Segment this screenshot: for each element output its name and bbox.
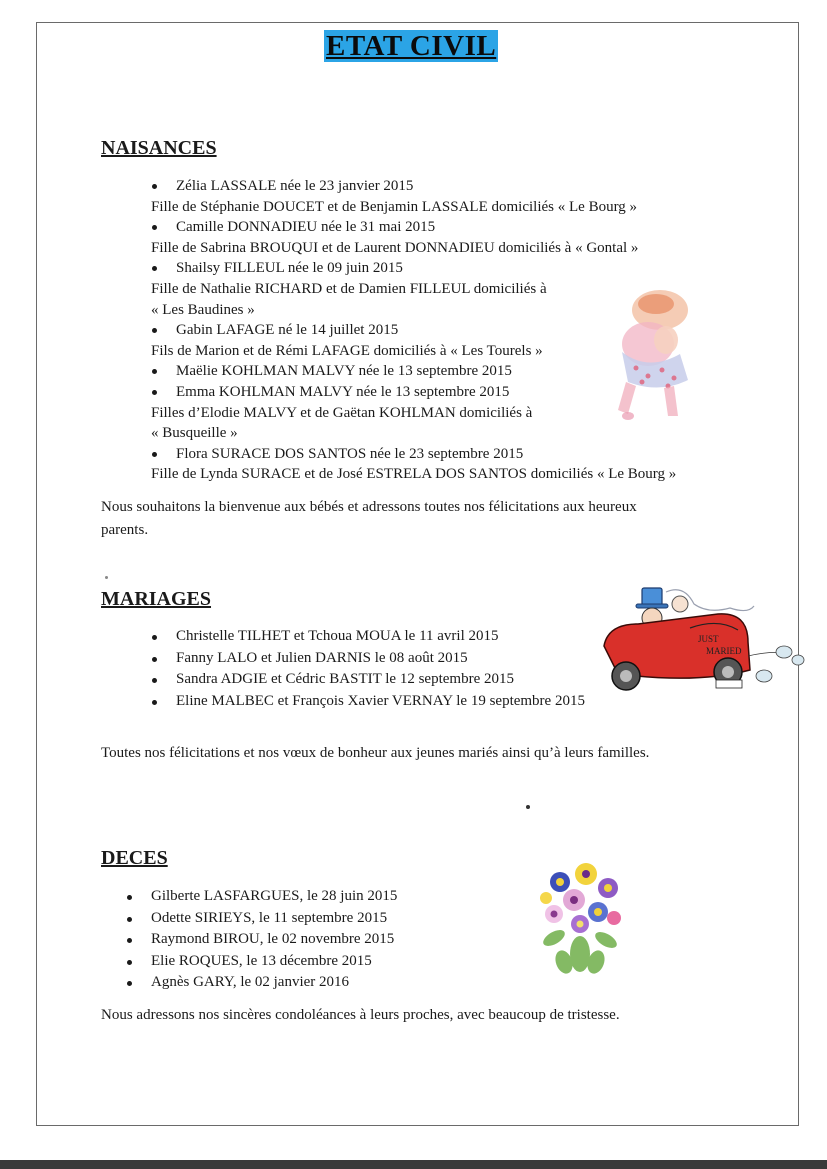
naissances-list: [151, 176, 676, 485]
marriage-entry: Sandra ADGIE et Cédric BASTIT le 12 septembre 2015: [151, 669, 591, 691]
birth-entry: Emma KOHLMAN MALVY née le 13 septembre 2015: [151, 382, 676, 403]
pansy-bouquet-illustration-icon: [536, 858, 626, 978]
mariages-list: [151, 626, 591, 712]
birth-entry: Flora SURACE DOS SANTOS née le 23 septembre 2015: [151, 444, 676, 465]
svg-text:MARIED: MARIED: [706, 646, 742, 656]
birth-parents: Fille de Sabrina BROUQUI et de Laurent DONNADIEU domiciliés à « Gontal »: [151, 239, 639, 256]
birth-parents: Fille de Nathalie RICHARD et de Damien FILLEUL domiciliés à: [151, 280, 547, 297]
naissances-message: [101, 496, 637, 542]
birth-parents: « Les Baudines »: [151, 301, 255, 318]
paper-speck: [105, 576, 108, 579]
section-heading-deces: DECES: [101, 847, 168, 869]
birth-parents: Fille de Stéphanie DOUCET et de Benjamin LASSALE domiciliés « Le Bourg »: [151, 198, 638, 215]
wedding-car-illustration-icon: [598, 584, 810, 694]
death-entry: Elie ROQUES, le 13 décembre 2015: [126, 951, 506, 973]
naissances-message-line-1: Nous souhaitons la bienvenue aux bébés et adressons toutes nos félicitations aux heureux: [101, 499, 637, 515]
deces-message: Nous adressons nos sincères condoléances à leurs proches, avec beaucoup de tristesse.: [101, 1007, 620, 1023]
scan-bottom-edge: [0, 1160, 827, 1169]
mariages-message: Toutes nos félicitations et nos vœux de bonheur aux jeunes mariés ainsi qu’à leurs familles.: [101, 745, 650, 761]
marriage-entry: Fanny LALO et Julien DARNIS le 08 août 2015: [151, 648, 591, 670]
death-entry: Odette SIRIEYS, le 11 septembre 2015: [126, 908, 506, 930]
section-heading-mariages: MARIAGES: [101, 588, 212, 610]
naissances-message-line-2: parents.: [101, 522, 149, 538]
birth-entry: Camille DONNADIEU née le 31 mai 2015: [151, 217, 676, 238]
birth-entry: Maëlie KOHLMAN MALVY née le 13 septembre 2015: [151, 361, 676, 382]
svg-text:JUST: JUST: [698, 634, 719, 644]
death-entry: Raymond BIROU, le 02 novembre 2015: [126, 929, 506, 951]
birth-parents: « Busqueille »: [151, 425, 238, 442]
birth-entry: Shailsy FILLEUL née le 09 juin 2015: [151, 258, 676, 279]
deces-list: [126, 886, 506, 994]
section-heading-naissances: NAISANCES: [101, 137, 217, 159]
birth-parents: Filles d’Elodie MALVY et de Gaëtan KOHLMAN domiciliés à: [151, 404, 533, 421]
marriage-entry: Eline MALBEC et François Xavier VERNAY le 19 septembre 2015: [151, 691, 591, 713]
birth-entry: Gabin LAFAGE né le 14 juillet 2015: [151, 320, 676, 341]
marriage-entry: Christelle TILHET et Tchoua MOUA le 11 avril 2015: [151, 626, 591, 648]
paper-speck: [526, 805, 530, 809]
baby-illustration-icon: [608, 282, 704, 432]
death-entry: Gilberte LASFARGUES, le 28 juin 2015: [126, 886, 506, 908]
death-entry: Agnès GARY, le 02 janvier 2016: [126, 972, 506, 994]
birth-parents: Fille de Lynda SURACE et de José ESTRELA DOS SANTOS domiciliés « Le Bourg »: [151, 466, 677, 483]
page-title: ETAT CIVIL: [326, 30, 497, 62]
birth-entry: Zélia LASSALE née le 23 janvier 2015: [151, 176, 676, 197]
birth-parents: Fils de Marion et de Rémi LAFAGE domiciliés à « Les Tourels »: [151, 342, 543, 359]
